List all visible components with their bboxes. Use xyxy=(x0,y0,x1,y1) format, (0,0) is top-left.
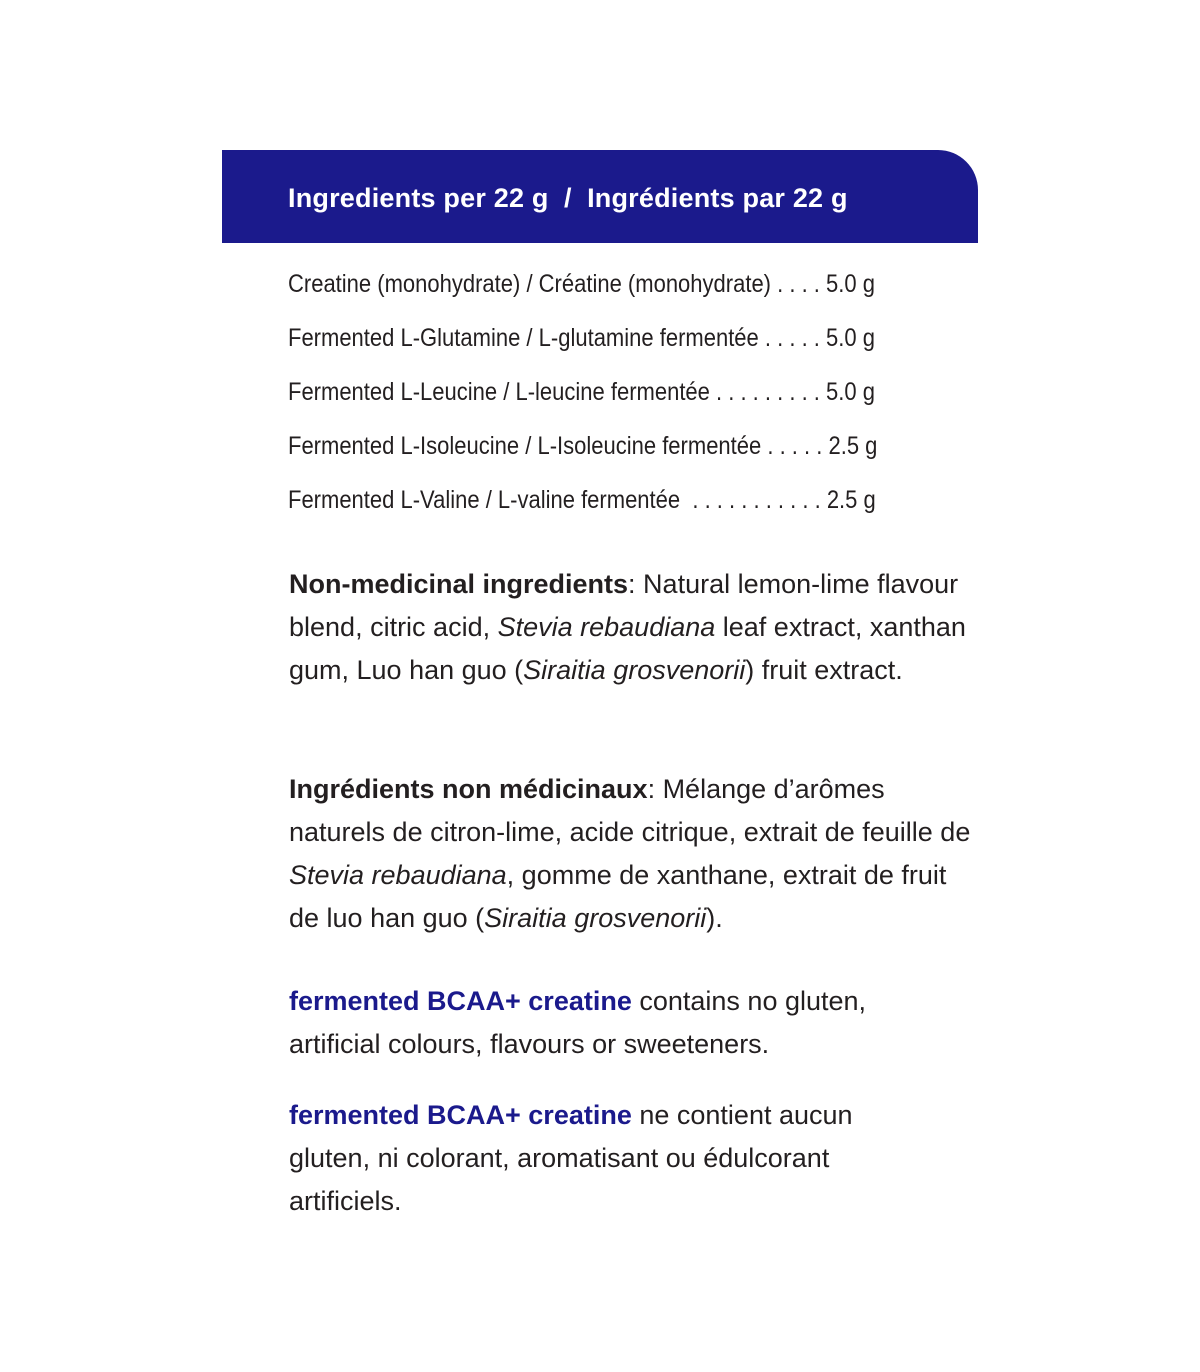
siraitia-name-fr: Siraitia grosvenorii xyxy=(484,903,707,933)
non-medicinal-text-fr-1: : Mélange d’arômes naturels de citron-lime, acide citrique, extrait de feuille de xyxy=(289,774,971,847)
free-from-claim-fr xyxy=(289,1094,889,1223)
non-medicinal-text-fr-2: , gomme de xanthane, extrait de fruit de luo han guo ( xyxy=(289,860,947,933)
non-medicinal-ingredients-en xyxy=(289,563,979,692)
ingredient-row-leucine: Fermented L-Leucine / L-leucine fermentée . . . . . . . . . 5.0 g xyxy=(288,378,875,406)
non-medicinal-label-fr: Ingrédients non médicinaux xyxy=(289,774,648,804)
non-medicinal-text-fr-3: ). xyxy=(706,903,723,933)
stevia-name-fr: Stevia rebaudiana xyxy=(289,860,507,890)
ingredient-list xyxy=(288,265,958,535)
siraitia-name-en: Siraitia grosvenorii xyxy=(523,655,746,685)
ingredient-row-creatine: Creatine (monohydrate) / Créatine (monohydrate) . . . . 5.0 g xyxy=(288,270,875,298)
free-from-text-fr: ne contient aucun gluten, ni colorant, aromatisant ou édulcorant artificiels. xyxy=(289,1100,853,1216)
ingredient-row-isoleucine: Fermented L-Isoleucine / L-Isoleucine fermentée . . . . . 2.5 g xyxy=(288,432,878,460)
non-medicinal-label-en: Non-medicinal ingredients xyxy=(289,569,629,599)
brand-name-en: fermented BCAA+ creatine xyxy=(289,986,632,1016)
free-from-claim-en xyxy=(289,980,909,1066)
ingredients-header-title: Ingredients per 22 g / Ingrédients par 22 g xyxy=(288,183,848,213)
free-from-text-en: contains no gluten, artificial colours, flavours or sweeteners. xyxy=(289,986,867,1059)
ingredient-row-valine: Fermented L-Valine / L-valine fermentée . . . . . . . . . . . 2.5 g xyxy=(288,486,876,514)
brand-name-fr: fermented BCAA+ creatine xyxy=(289,1100,632,1130)
non-medicinal-ingredients-fr xyxy=(289,768,979,940)
ingredient-row-glutamine: Fermented L-Glutamine / L-glutamine fermentée . . . . . 5.0 g xyxy=(288,324,875,352)
non-medicinal-text-en-1: : Natural lemon-lime flavour blend, citric acid, xyxy=(289,569,959,642)
stevia-name-en: Stevia rebaudiana xyxy=(497,612,716,642)
non-medicinal-text-en-2: leaf extract, xanthan gum, Luo han guo ( xyxy=(289,612,966,685)
non-medicinal-text-en-3: ) fruit extract. xyxy=(745,655,903,685)
